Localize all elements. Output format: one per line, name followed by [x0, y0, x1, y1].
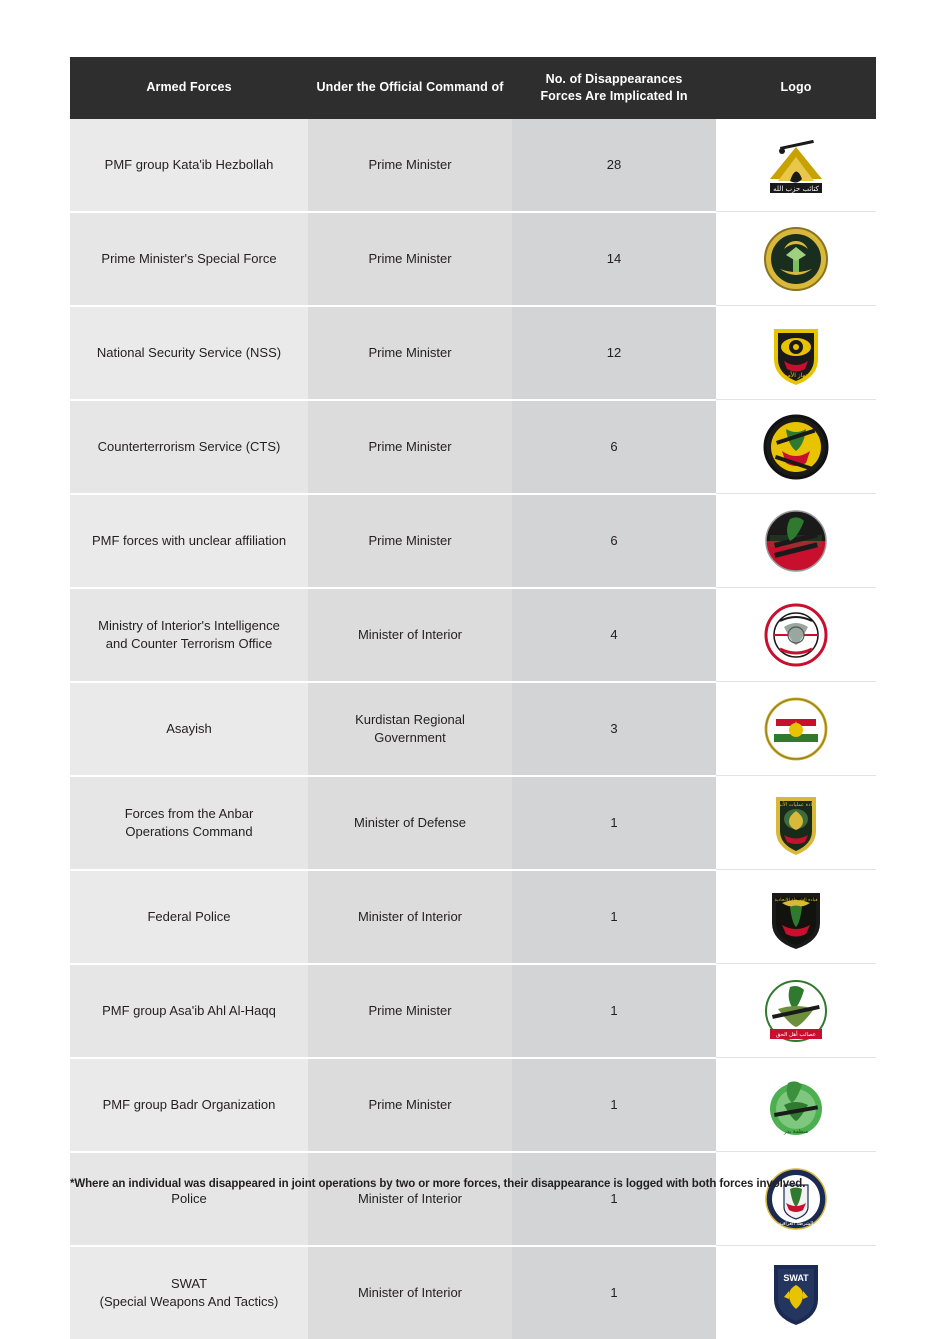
cell-logo	[716, 870, 876, 964]
cell-logo	[716, 682, 876, 776]
kataib-hezbollah-logo	[760, 129, 832, 201]
cell-logo	[716, 588, 876, 682]
cell-armed-force	[70, 776, 308, 870]
column-header-disappearances-line2: Forces Are Implicated In	[540, 88, 688, 103]
cell-logo	[716, 212, 876, 306]
table-row	[70, 682, 876, 776]
cell-command-line1: Kurdistan Regional	[355, 711, 465, 727]
cell-armed-force	[70, 588, 308, 682]
cell-command: Prime Minister	[308, 212, 512, 306]
table-row	[70, 964, 876, 1058]
column-header-armed-forces: Armed Forces	[70, 57, 308, 119]
column-header-disappearances	[512, 57, 716, 119]
cell-disappearance-count: 1	[512, 870, 716, 964]
column-header-logo: Logo	[716, 57, 876, 119]
cell-command: Minister of Interior	[308, 1246, 512, 1339]
cell-logo	[716, 306, 876, 400]
table-row	[70, 870, 876, 964]
popular-mobilization-forces-logo	[760, 505, 832, 577]
police-logo	[760, 1163, 832, 1235]
cell-armed-force-line2: and Counter Terrorism Office	[105, 635, 273, 651]
cell-disappearance-count: 12	[512, 306, 716, 400]
cell-armed-force	[70, 1246, 308, 1339]
cell-logo	[716, 1152, 876, 1246]
cell-armed-force: Police	[70, 1152, 308, 1246]
svg-text:منظمة بدر: منظمة بدر	[783, 1128, 809, 1135]
cell-disappearance-count: 1	[512, 1246, 716, 1339]
cell-logo	[716, 1058, 876, 1152]
svg-text:الشرطة العراقية: الشرطة العراقية	[778, 1220, 814, 1227]
cell-disappearance-count: 3	[512, 682, 716, 776]
cell-command: Minister of Interior	[308, 1152, 512, 1246]
table-row	[70, 306, 876, 400]
cell-command: Prime Minister	[308, 400, 512, 494]
cell-command: Minister of Defense	[308, 776, 512, 870]
cell-command-line2: Government	[374, 729, 446, 745]
swat-logo	[760, 1257, 832, 1329]
cell-armed-force: Federal Police	[70, 870, 308, 964]
column-header-command: Under the Official Command of	[308, 57, 512, 119]
interior-intelligence-office-logo	[760, 599, 832, 671]
cell-logo	[716, 494, 876, 588]
cell-logo	[716, 1246, 876, 1339]
cell-disappearance-count: 1	[512, 964, 716, 1058]
table-row	[70, 494, 876, 588]
cell-disappearance-count: 1	[512, 1152, 716, 1246]
cell-armed-force-line1: Ministry of Interior's Intelligence	[98, 617, 280, 633]
cell-command: Prime Minister	[308, 964, 512, 1058]
footnote: *Where an individual was disappeared in joint operations by two or more forces, their disappearance is logged with both forces involved.	[70, 1178, 806, 1190]
table-row	[70, 400, 876, 494]
cell-armed-force: Counterterrorism Service (CTS)	[70, 400, 308, 494]
cell-logo	[716, 400, 876, 494]
table-header	[70, 57, 876, 119]
cell-logo	[716, 776, 876, 870]
cell-armed-force: Prime Minister's Special Force	[70, 212, 308, 306]
national-security-service-logo	[760, 317, 832, 389]
cell-disappearance-count: 1	[512, 776, 716, 870]
counterterrorism-service-logo	[760, 411, 832, 483]
svg-text:قيادة عمليات الأنبار: قيادة عمليات الأنبار	[776, 801, 816, 808]
anbar-operations-command-logo	[760, 787, 832, 859]
svg-text:جهاز الأمن: جهاز الأمن	[783, 371, 809, 379]
asaib-ahl-al-haqq-logo	[760, 975, 832, 1047]
table-row	[70, 1058, 876, 1152]
prime-ministers-special-force-logo	[760, 223, 832, 295]
cell-command: Minister of Interior	[308, 870, 512, 964]
table-row	[70, 1246, 876, 1339]
cell-command: Prime Minister	[308, 119, 512, 212]
table-header-row	[70, 57, 876, 119]
table-row	[70, 212, 876, 306]
cell-disappearance-count: 28	[512, 119, 716, 212]
table-row	[70, 1152, 876, 1246]
cell-disappearance-count: 14	[512, 212, 716, 306]
cell-command: Prime Minister	[308, 306, 512, 400]
cell-command	[308, 682, 512, 776]
table-row	[70, 776, 876, 870]
svg-text:كتائب حزب الله: كتائب حزب الله	[773, 185, 819, 193]
cell-armed-force: PMF group Kata'ib Hezbollah	[70, 119, 308, 212]
cell-disappearance-count: 4	[512, 588, 716, 682]
cell-armed-force-line2: (Special Weapons And Tactics)	[99, 1293, 279, 1309]
cell-armed-force-line1: SWAT	[170, 1275, 208, 1291]
cell-armed-force-line2: Operations Command	[125, 823, 253, 839]
cell-logo	[716, 964, 876, 1058]
table-row	[70, 119, 876, 212]
svg-text:قيادة الشرطة الاتحادية: قيادة الشرطة الاتحادية	[774, 897, 818, 903]
badr-organization-logo	[760, 1069, 832, 1141]
cell-armed-force: Asayish	[70, 682, 308, 776]
cell-armed-force: PMF forces with unclear affiliation	[70, 494, 308, 588]
cell-command: Prime Minister	[308, 494, 512, 588]
federal-police-logo	[760, 881, 832, 953]
table-body	[70, 119, 876, 1339]
cell-armed-force: National Security Service (NSS)	[70, 306, 308, 400]
svg-text:عصائب أهل الحق: عصائب أهل الحق	[775, 1031, 817, 1038]
armed-forces-table	[70, 57, 876, 1339]
cell-disappearance-count: 6	[512, 400, 716, 494]
cell-command: Minister of Interior	[308, 588, 512, 682]
cell-armed-force: PMF group Badr Organization	[70, 1058, 308, 1152]
column-header-disappearances-line1: No. of Disappearances	[545, 72, 683, 86]
cell-logo	[716, 119, 876, 212]
svg-text:SWAT: SWAT	[783, 1272, 809, 1283]
table-row	[70, 588, 876, 682]
cell-armed-force-line1: Forces from the Anbar	[124, 805, 254, 821]
cell-command: Prime Minister	[308, 1058, 512, 1152]
asayish-logo	[760, 693, 832, 765]
cell-disappearance-count: 6	[512, 494, 716, 588]
cell-disappearance-count: 1	[512, 1058, 716, 1152]
cell-armed-force: PMF group Asa'ib Ahl Al-Haqq	[70, 964, 308, 1058]
